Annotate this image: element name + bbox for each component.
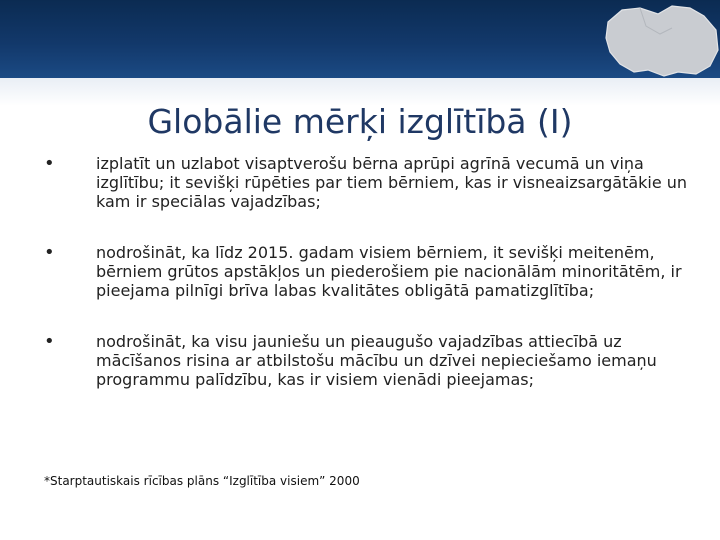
bullet-icon: •: [44, 331, 55, 352]
list-item-text: izplatīt un uzlabot visaptverošu bērna aprūpi agrīnā vecumā un viņa izglītību; it sevišķi rūpēties par tiem bērniem, kas ir visneaizsargātākie un kam ir speciālas vajadzības;: [96, 154, 688, 211]
list-item-text: nodrošināt, ka līdz 2015. gadam visiem bērniem, it sevišķi meitenēm, bērniem grūtos apstākļos un piederošiem pie nacionālām minoritātēm, ir pieejama pilnīgi brīva labas kvalitātes obligātā pamatizglītība;: [96, 243, 682, 300]
list-item: [40, 154, 690, 211]
goals-list: [40, 154, 690, 389]
footnote: *Starptautiskais rīcības plāns “Izglītība visiem” 2000: [44, 474, 360, 488]
list-item-text: nodrošināt, ka visu jauniešu un pieaugušo vajadzības attiecībā uz mācīšanos risina ar atbilstošu mācību un dzīvei nepieciešamo iemaņu programmu palīdzību, kas ir visiem vienādi pieejamas;: [96, 332, 657, 389]
list-item: [40, 332, 690, 389]
page-title: Globālie mērķi izglītībā (I): [147, 102, 573, 141]
bullet-icon: •: [44, 242, 55, 263]
list-item: [40, 243, 690, 300]
bullet-icon: •: [44, 153, 55, 174]
latvia-map-icon: [600, 0, 720, 78]
